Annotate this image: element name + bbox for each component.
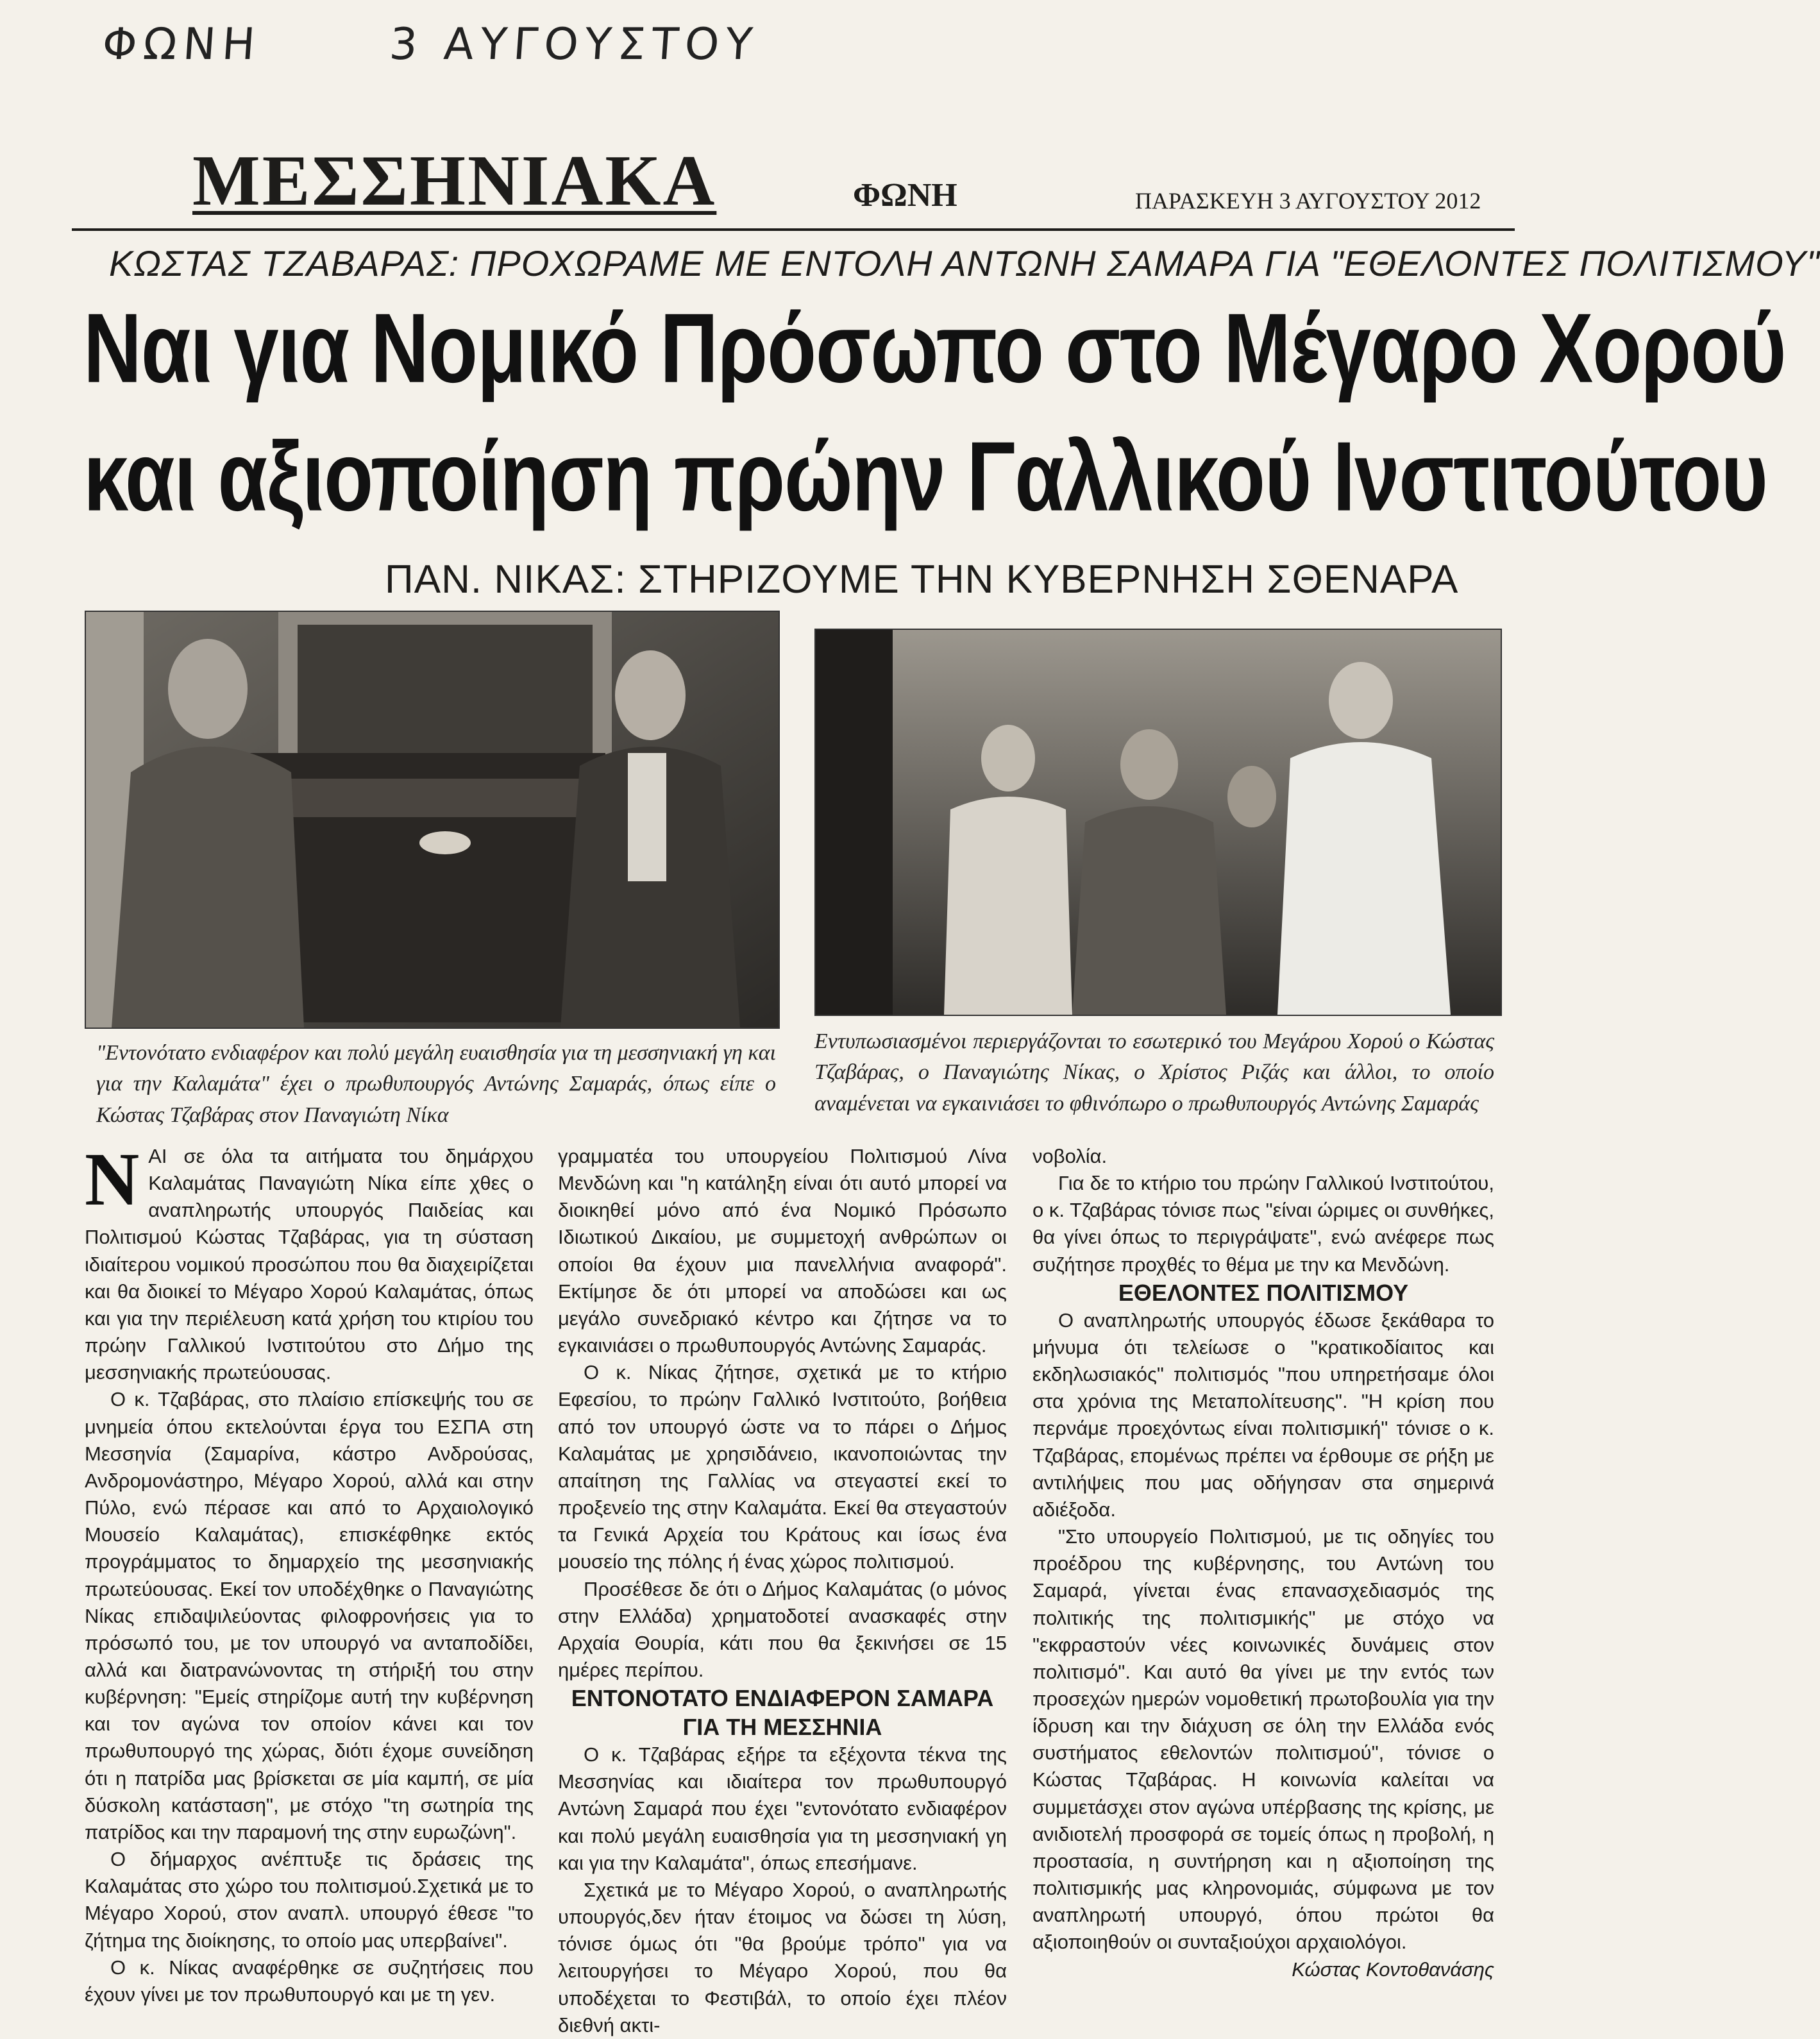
paper-name: ΦΩΝΗ: [853, 177, 957, 214]
col1-paragraph: Ο δήμαρχος ανέπτυξε τις δράσεις της Καλαμάτας στο χώρο του πολιτισμού.Σχετικά με το Μέγαρο Χορού, στον αναπλ. υπουργό έθεσε "το ζήτημα της διοίκησης, το οποίο μας υπερβαίνει".: [85, 1848, 534, 1952]
col2-paragraph: Προσέθεσε δε ότι ο Δήμος Καλαμάτας (ο μόνος στην Ελλάδα) χρηματοδοτεί ανασκαφές στην Αρχαία Θουρία, κάτι που θα ξεκινήσει σε 15 ημέρες περίπου.: [558, 1577, 1007, 1681]
headline-line-1: Ναι για Νομικό Πρόσωπο στο Μέγαρο Χορού: [83, 292, 1786, 403]
caption-right: Εντυπωσιασμένοι περιεργάζονται το εσωτερικό του Μεγάρου Χορού ο Κώστας Τζαβάρας, ο Παναγιώτης Νίκας, ο Χρίστος Ριζάς και άλλοι, το οποίο αναμένεται να εγκαινιάσει το φθινόπωρο ο πρωθυπουργός Αντώνης Σαμαράς: [814, 1029, 1494, 1115]
col3-paragraph: "Στο υπουργείο Πολιτισμού, με τις οδηγίες του προέδρου της κυβέρνησης, του Αντώνη του Σαμαρά, γίνεται ένας επανασχεδιασμός της πολιτικής της πολιτισμικής" με στόχο να "εκφραστούν νέες κοινωνικές δυνάμεις στον πολιτισμό". Και αυτό θα γίνει με την εντός των προσεχών ημερών νομοθετική πρωτοβουλία για την ίδρυση και την διάχυση σε όλη την Ελλάδα ενός συστήματος εθελοντών πολιτισμού", τόνισε ο Κώστας Τζαβάρας. Η κοινωνία καλείται να συμμετάσχει στον αγώνα υπέρβασης της κρίσης, με ανιδιοτελή προσφορά σε τομείς όπως η προβολή, η προστασία, η συντήρηση και η αξιοποίηση της πολιτισμικής μας κληρονομιάς, σύμφωνα με τον αναπληρωτή υπουργό, όπου πρώτοι θα αξιοποιηθούν οι συνταξιούχοι αρχαιολόγοι.: [1032, 1525, 1494, 1954]
article-column-3: [1032, 1143, 1494, 1983]
col2-paragraph: γραμματέα του υπουργείου Πολιτισμού Λίνα Μενδώνη και "η κατάληξη είναι ότι αυτό μπορεί να διοικηθεί μόνο από ένα Νομικό Πρόσωπο Ιδιωτικού Δικαίου, με συμμετοχή ανθρώπων οι οποίοι θα έχουν μια πανελλήνια αναφορά". Εκτίμησε δε ότι μπορεί να αποδώσει και ως μεγάλο συνεδριακό κέντρο και ζήτησε να το εγκαινιάσει ο πρωθυπουργός Αντώνης Σαμαράς.: [558, 1145, 1007, 1357]
col3-paragraph: Ο αναπληρωτής υπουργός έδωσε ξεκάθαρα το μήνυμα ότι τελείωσε ο "κρατικοδίαιτος και εκδηλωσιακός" πολιτισμός "που υπηρετήσαμε όλοι στα χρόνια της Μεταπολίτευσης". "Η κρίση που περνάμε προεχόντως είναι πολιτισμική" τόνισε ο κ. Τζαβάρας, επομένως πρέπει να έρθουμε σε ρήξη με αντιλήψεις που μας οδήγησαν στα σημερινά αδιέξοδα.: [1032, 1308, 1494, 1521]
col1-paragraph: ΑΙ σε όλα τα αιτήματα του δημάρχου Καλαμάτας Παναγιώτη Νίκα είπε χθες ο αναπληρωτής υπουργός Παιδείας και Πολιτισμού Κώστας Τζαβάρας, για τη σύσταση ιδιαίτερου νομικού προσώπου που θα διαχειρίζεται και θα διοικεί το Μέγαρο Χορού Καλαμάτας, όπως και για την περιέλευση κατά χρήση του κτιρίου του πρώην Γαλλικού Ινστιτούτου στο Δήμο της μεσσηνιακής πρωτεύουσας.: [85, 1145, 534, 1384]
col2-paragraph: Ο κ. Νίκας ζήτησε, σχετικά με το κτήριο Εφεσίου, το πρώην Γαλλικό Ινστιτούτο, βοήθεια από τον υπουργό ώστε να το πάρει ο Δήμος Καλαμάτας με χρησιδάνειο, ικανοποιώντας την απαίτηση της Γαλλίας να στεγαστεί εκεί το προξενείο της στην Καλαμάτα. Εκεί θα στεγαστούν τα Γενικά Αρχεία του Κράτους και ίσως ένα μουσείο της πόλης ή ένας χώρος πολιτισμού.: [558, 1361, 1007, 1573]
col2-paragraph: Σχετικά με το Μέγαρο Χορού, ο αναπληρωτής υπουργός,δεν ήταν έτοιμος να δώσει τη λύση, τόνισε όμως ότι "θα βρούμε τρόπο" για να λειτουργήσει το Μέγαρο Χορού, που θα υποδέχεται το Φεστιβάλ, το οποίο έχει πλέον διεθνή ακτι-: [558, 1878, 1007, 2036]
col1-paragraph: Ο κ. Τζαβάρας, στο πλαίσιο επίσκεψής του σε μνημεία όπου εκτελούνται έργα του ΕΣΠΑ στη Μεσσηνία (Σαμαρίνα, κάστρο Ανδρούσας, Ανδρομονάστηρο, Μέγαρο Χορού, αλλά και στην Πύλο, ενώ πέρασε και από το Αρχαιολογικό Μουσείο Καλαμάτας), επισκέφθηκε εκτός προγράμματος το δημαρχείο της μεσσηνιακής πρωτεύουσας. Εκεί τον υποδέχθηκε ο Παναγιώτης Νίκας επιδαψιλεύοντας φιλοφρονήσεις για το πρόσωπό του, με τον υπουργό να ανταποδίδει, αλλά και διατρανώνοντας τη στήριξή του στην κυβέρνηση: "Εμείς στηρίζομε αυτή την κυβέρνηση και τον αγώνα τον οποίον κάνει και τον πρωθυπουργό της χώρας, διότι έχομε συνείδηση ότι η πατρίδα μας βρίσκεται σε μία καμπή, σε μία δύσκολη κατάσταση", με στόχο "τη σωτηρία της πατρίδος και την παραμονή της στην ευρωζώνη".: [85, 1388, 534, 1843]
byline: Κώστας Κοντοθανάσης: [1292, 1958, 1494, 1981]
article-column-1: [85, 1137, 534, 2008]
photo-office-meeting: [85, 611, 780, 1029]
handwritten-note: [101, 19, 888, 70]
col2-paragraph: Ο κ. Τζαβάρας εξήρε τα εξέχοντα τέκνα της Μεσσηνίας και ιδιαίτερα τον πρωθυπουργό Αντώνη Σαμαρά που έχει "εντονότατο ενδιαφέρον και πολύ μεγάλη ευαισθησία για τη μεσσηνιακή γη και για την Καλαμάτα", όπως επεσήμανε.: [558, 1743, 1007, 1874]
article-column-2: [558, 1143, 1007, 2039]
col3-paragraph: νοβολία.: [1032, 1145, 1108, 1167]
col2-subheading: ΕΝΤΟΝΟΤΑΤΟ ΕΝΔΙΑΦΕΡΟΝ ΣΑΜΑΡΑ ΓΙΑ ΤΗ ΜΕΣΣΗΝΙΑ: [571, 1685, 994, 1741]
dropcap: Ν: [85, 1137, 140, 1221]
col3-paragraph: Για δε το κτήριο του πρώην Γαλλικού Ινστιτούτου, ο κ. Τζαβάρας τόνισε πως "είναι ώριμες οι συνθήκες, θα γίνει όπως το περιγράψατε", ενώ ανέφερε πως συζήτησε προχθές το θέμα με την κα Μενδώνη.: [1032, 1172, 1494, 1276]
masthead-rule: [72, 228, 1515, 231]
photo-dance-hall-visit: [814, 629, 1502, 1016]
section-title: ΜΕΣΣΗΝΙΑΚΑ: [192, 141, 717, 221]
handwritten-paper: ΦΩΝΗ: [101, 19, 264, 70]
col3-subheading: ΕΘΕΛΟΝΤΕΣ ΠΟΛΙΤΙΣΜΟΥ: [1118, 1279, 1409, 1306]
subheadline: ΠΑΝ. ΝΙΚΑΣ: ΣΤΗΡΙΖΟΥΜΕ ΤΗΝ ΚΥΒΕΡΝΗΣΗ ΣΘΕΝΑΡΑ: [385, 557, 1459, 602]
article-kicker: ΚΩΣΤΑΣ ΤΖΑΒΑΡΑΣ: ΠΡΟΧΩΡΑΜΕ ΜΕ ΕΝΤΟΛΗ ΑΝΤΩΝΗ ΣΑΜΑΡΑ ΓΙΑ "ΕΘΕΛΟΝΤΕΣ ΠΟΛΙΤΙΣΜΟΥ": [109, 243, 1820, 283]
headline-line-2: και αξιοποίηση πρώην Γαλλικού Ινστιτούτου: [83, 421, 1767, 532]
handwritten-date: 3 ΑΥΓΟΥΣΤΟΥ: [387, 19, 761, 70]
caption-left: "Εντονότατο ενδιαφέρον και πολύ μεγάλη ευαισθησία για τη μεσσηνιακή γη και για την Καλαμάτα" έχει ο πρωθυπουργός Αντώνης Σαμαράς, όπως είπε ο Κώστας Τζαβάρας στον Παναγιώτη Νίκα: [96, 1041, 776, 1127]
paper-date: ΠΑΡΑΣΚΕΥΗ 3 ΑΥΓΟΥΣΤΟΥ 2012: [1135, 188, 1481, 214]
col1-paragraph: Ο κ. Νίκας αναφέρθηκε σε συζητήσεις που έχουν γίνει με τον πρωθυπουργό και με τη γεν.: [85, 1956, 534, 2006]
